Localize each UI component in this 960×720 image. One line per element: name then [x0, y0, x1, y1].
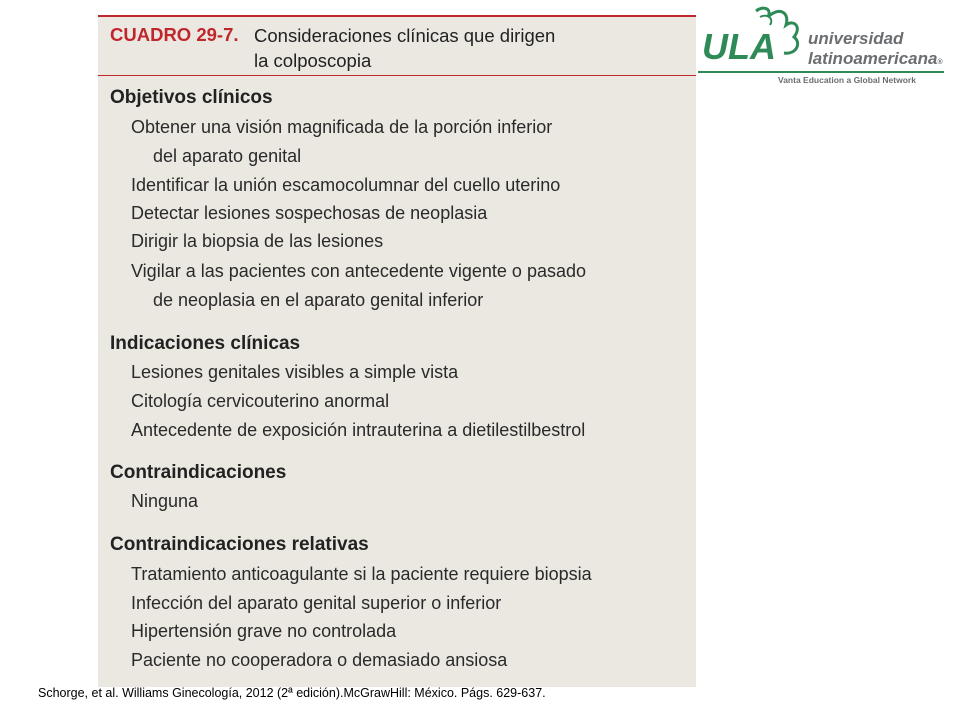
list-item: Obtener una visión magnificada de la porción inferior — [131, 117, 553, 137]
table-title-line-2: la colposcopia — [254, 50, 372, 71]
list-item: Citología cervicouterino anormal — [131, 391, 390, 411]
logo-name-line-2 — [808, 49, 943, 73]
logo-name-line-1: universidad — [808, 29, 904, 48]
table-header — [98, 17, 696, 76]
logo-name-text: latinoamericana — [808, 49, 938, 68]
list-item: de neoplasia en el aparato genital inferior — [153, 290, 484, 310]
logo-tagline: Vanta Education a Global Network — [778, 75, 916, 85]
section-heading-contraindicaciones-relativas: Contraindicaciones relativas — [110, 534, 369, 555]
citation: Schorge, et al. Williams Ginecología, 2012 (2ª edición).McGrawHill: México. Págs. 629-637. — [38, 686, 546, 700]
logo-divider — [698, 71, 944, 73]
list-item: Antecedente de exposición intrauterina a dietilestilbestrol — [131, 420, 586, 440]
logo-wordmark — [808, 29, 943, 73]
list-item: Tratamiento anticoagulante si la paciente requiere biopsia — [131, 564, 592, 584]
list-item: Infección del aparato genital superior o inferior — [131, 593, 502, 613]
list-item: Detectar lesiones sospechosas de neoplasia — [131, 203, 488, 223]
logo-mark: ULA — [702, 26, 776, 67]
colposcopy-table — [98, 15, 696, 687]
ula-emblem-icon — [698, 3, 808, 73]
section-heading-objetivos: Objetivos clínicos — [110, 87, 273, 108]
list-item: Ninguna — [131, 491, 199, 511]
table-label: CUADRO 29-7. — [110, 24, 239, 45]
section-heading-contraindicaciones: Contraindicaciones — [110, 462, 287, 483]
registered-mark: ® — [937, 59, 943, 66]
list-item: Paciente no cooperadora o demasiado ansiosa — [131, 650, 508, 670]
table-title — [254, 23, 674, 73]
section-heading-indicaciones: Indicaciones clínicas — [110, 333, 301, 354]
list-item: Vigilar a las pacientes con antecedente vigente o pasado — [131, 261, 586, 281]
list-item: Lesiones genitales visibles a simple vista — [131, 362, 459, 382]
list-item: Dirigir la biopsia de las lesiones — [131, 231, 384, 251]
university-logo — [698, 3, 948, 91]
table-title-line-1: Consideraciones clínicas que dirigen — [254, 25, 556, 46]
list-item: Hipertensión grave no controlada — [131, 621, 397, 641]
list-item: Identificar la unión escamocolumnar del cuello uterino — [131, 175, 561, 195]
list-item: del aparato genital — [153, 146, 302, 166]
